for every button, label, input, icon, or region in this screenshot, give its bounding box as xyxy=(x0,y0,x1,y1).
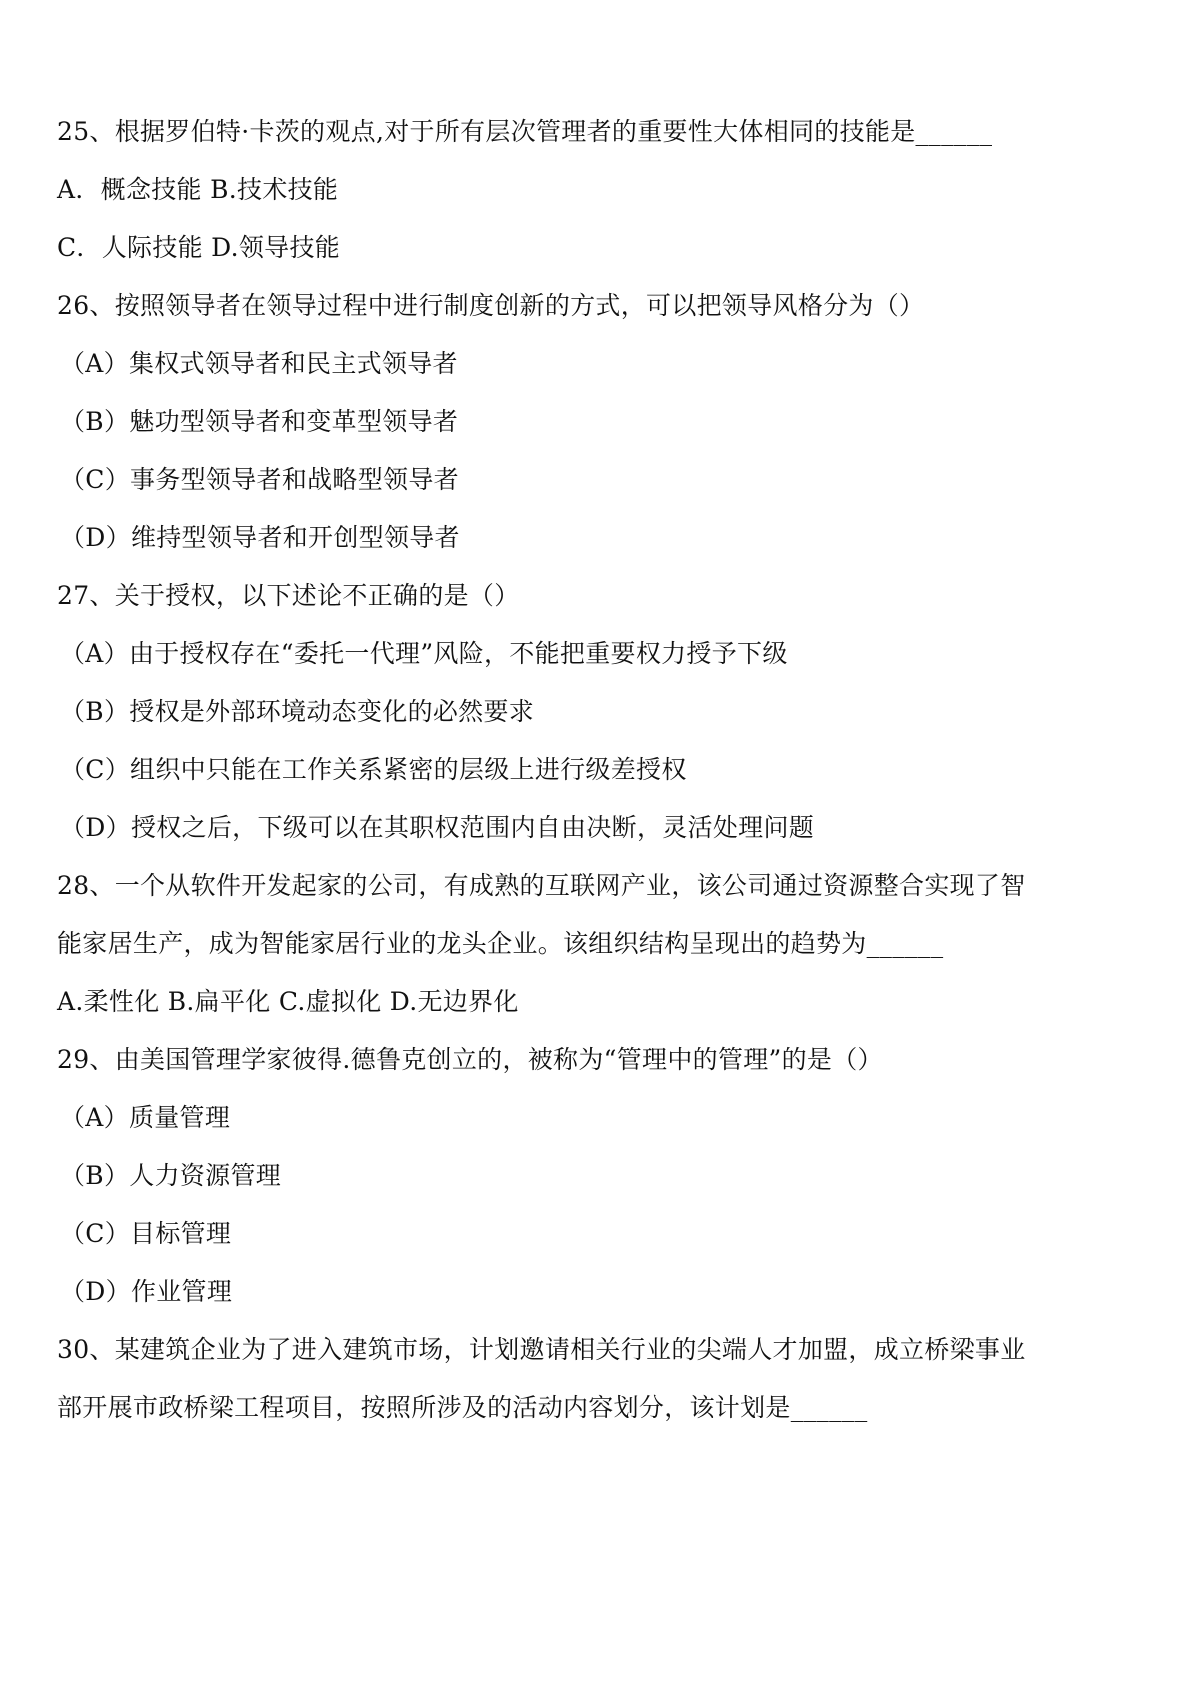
question-28-options: A.柔性化 B.扁平化 C.虚拟化 D.无边界化 xyxy=(57,987,519,1016)
question-26-option-b: （B）魅功型领导者和变革型领导者 xyxy=(60,407,459,436)
question-27-stem: 27、关于授权，以下述论不正确的是（） xyxy=(57,581,520,610)
question-29-option-a: （A）质量管理 xyxy=(60,1103,231,1132)
question-30-stem-line2: 部开展市政桥梁工程项目，按照所涉及的活动内容划分，该计划是______ xyxy=(57,1393,868,1422)
question-26-stem: 26、按照领导者在领导过程中进行制度创新的方式，可以把领导风格分为（） xyxy=(57,291,925,320)
question-25-options-cd: C．人际技能 D.领导技能 xyxy=(57,233,341,262)
question-25-stem: 25、根据罗伯特·卡茨的观点,对于所有层次管理者的重要性大体相同的技能是______ xyxy=(57,117,993,146)
question-29-option-d: （D）作业管理 xyxy=(60,1277,233,1306)
question-27-option-d: （D）授权之后，下级可以在其职权范围内自由决断，灵活处理问题 xyxy=(60,813,815,842)
question-26-option-a: （A）集权式领导者和民主式领导者 xyxy=(60,349,458,378)
question-26-option-d: （D）维持型领导者和开创型领导者 xyxy=(60,523,460,552)
question-28-stem-line2: 能家居生产，成为智能家居行业的龙头企业。该组织结构呈现出的趋势为______ xyxy=(57,929,944,958)
question-25-options-ab: A．概念技能 B.技术技能 xyxy=(57,175,339,204)
question-26-option-c: （C）事务型领导者和战略型领导者 xyxy=(60,465,459,494)
question-27-option-b: （B）授权是外部环境动态变化的必然要求 xyxy=(60,697,535,726)
question-27-option-a: （A）由于授权存在“委托一代理”风险，不能把重要权力授予下级 xyxy=(60,639,788,668)
question-28-stem-line1: 28、一个从软件开发起家的公司，有成熟的互联网产业，该公司通过资源整合实现了智 xyxy=(57,871,1026,900)
question-29-stem: 29、由美国管理学家彼得.德鲁克创立的，被称为“管理中的管理”的是（） xyxy=(57,1045,883,1074)
question-29-option-b: （B）人力资源管理 xyxy=(60,1161,282,1190)
question-30-stem-line1: 30、某建筑企业为了进入建筑市场，计划邀请相关行业的尖端人才加盟，成立桥梁事业 xyxy=(57,1335,1026,1364)
question-27-option-c: （C）组织中只能在工作关系紧密的层级上进行级差授权 xyxy=(60,755,687,784)
question-29-option-c: （C）目标管理 xyxy=(60,1219,232,1248)
